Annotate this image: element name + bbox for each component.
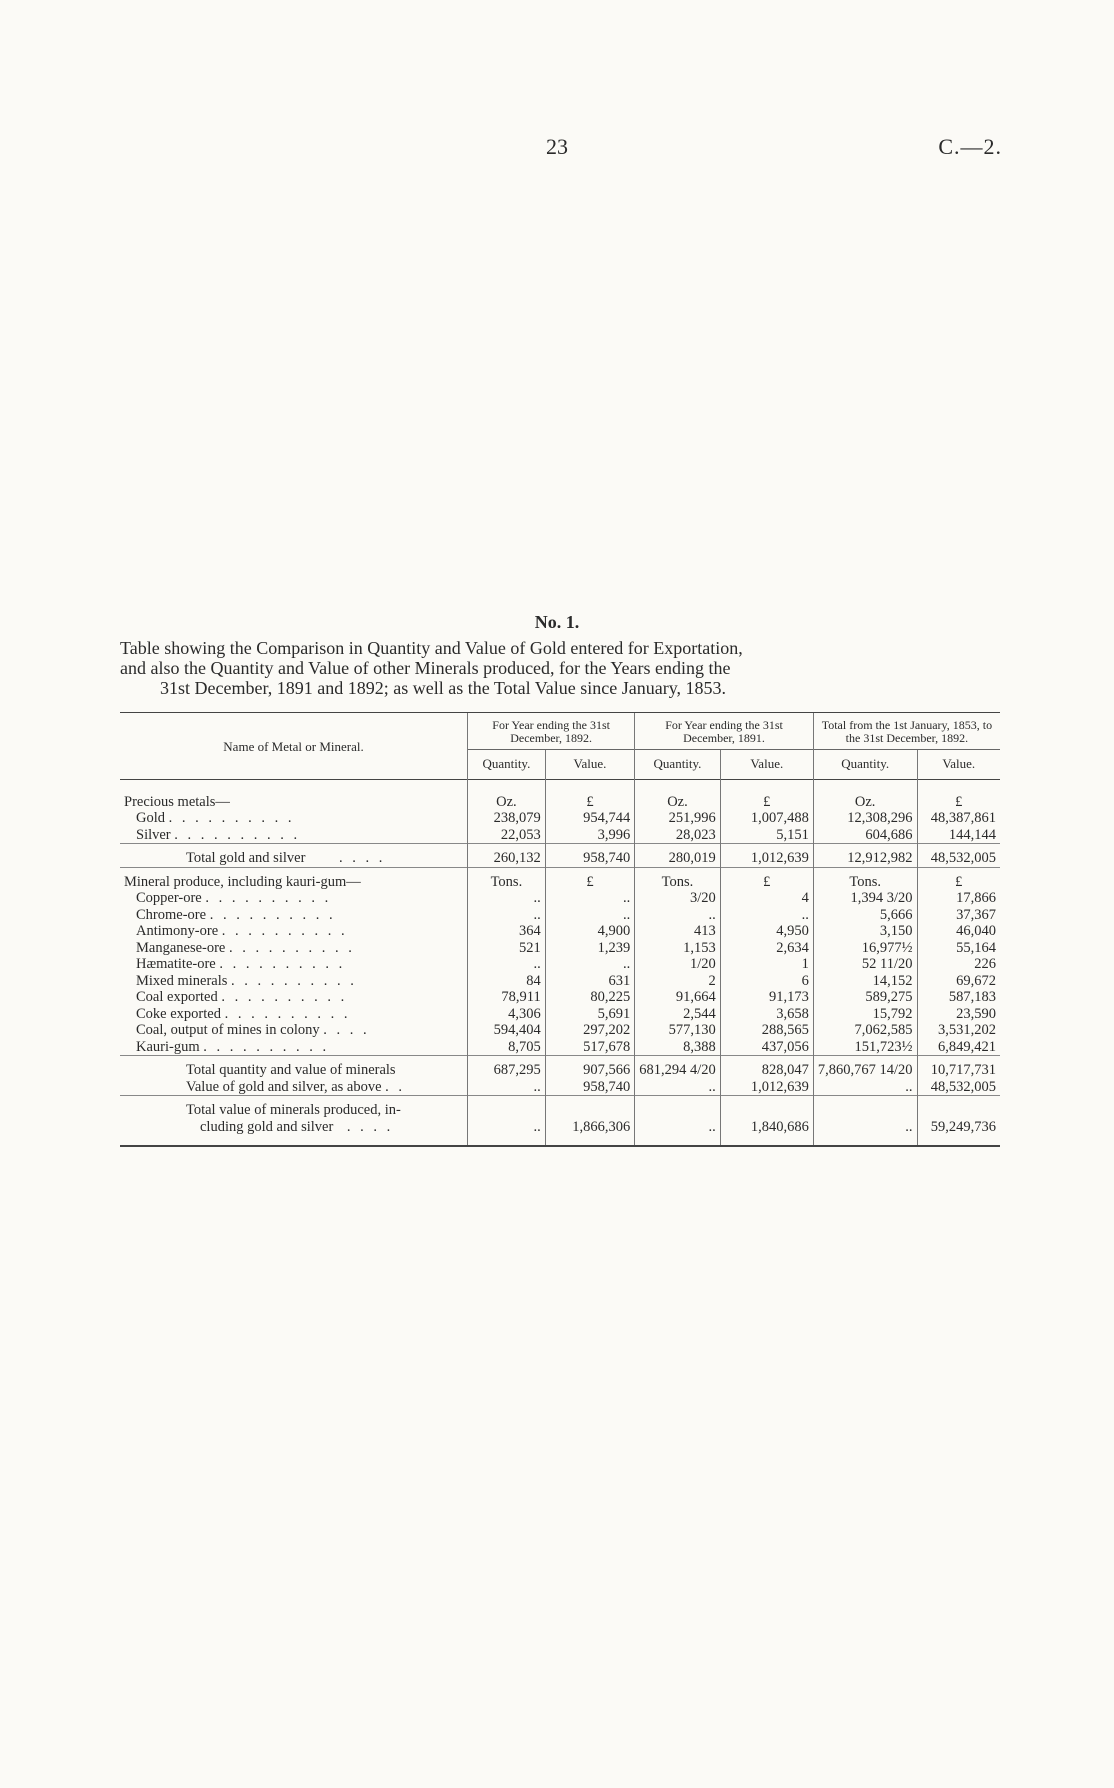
value-cell: 954,744: [545, 810, 634, 827]
table-row: [120, 810, 1000, 827]
value-cell: 1,866,306: [545, 1102, 634, 1135]
value-cell: 59,249,736: [917, 1102, 1000, 1135]
unit-cell: £: [917, 874, 1000, 891]
subheader-quantity-1891: Quantity.: [635, 750, 721, 780]
row-name: Value of gold and silver, as above: [186, 1078, 382, 1095]
unit-cell: Tons.: [635, 874, 721, 891]
grand-total-label: [120, 1102, 468, 1135]
value-cell: 48,387,861: [917, 810, 1000, 827]
unit-cell: £: [545, 874, 634, 891]
table-row: [120, 890, 1000, 907]
row-name: Kauri-gum: [136, 1038, 200, 1055]
value-cell: 15,792: [813, 1006, 917, 1023]
value-cell: 364: [468, 923, 546, 940]
value-cell: ..: [468, 956, 546, 973]
row-leaders: . . . . . . . . . .: [221, 923, 348, 939]
row-label: [120, 810, 468, 827]
table-row: [120, 850, 1000, 867]
unit-cell: Oz.: [468, 794, 546, 811]
value-cell: 144,144: [917, 827, 1000, 844]
row-leaders: . .: [385, 1078, 406, 1095]
table-heading: No. 1.: [534, 612, 580, 632]
row-label: [120, 940, 468, 957]
value-cell: 226: [917, 956, 1000, 973]
value-cell: 151,723½: [813, 1039, 917, 1056]
row-name: Chrome-ore: [136, 906, 207, 923]
value-cell: 84: [468, 973, 546, 990]
subheader-quantity-1892: Quantity.: [468, 750, 546, 780]
value-cell: ..: [635, 1102, 721, 1135]
table-row: [120, 1022, 1000, 1039]
row-name: Coal, output of mines in colony: [136, 1022, 320, 1038]
row-name: Silver: [136, 826, 171, 843]
caption-line-1: Table showing the Comparison in Quantity and Value of Gold entered for Exportation,: [120, 638, 743, 658]
table-row: [120, 1079, 1000, 1096]
value-cell: 7,062,585: [813, 1022, 917, 1039]
value-cell: ..: [635, 907, 721, 924]
row-label: [120, 956, 468, 973]
value-cell: ..: [813, 1079, 917, 1096]
value-cell: 1,840,686: [720, 1102, 813, 1135]
row-leaders: . . . . . . . . . .: [229, 939, 355, 956]
value-cell: 413: [635, 923, 721, 940]
value-cell: 280,019: [635, 850, 721, 867]
table-row: [120, 1062, 1000, 1079]
value-cell: 288,565: [720, 1022, 813, 1039]
value-cell: 22,053: [468, 827, 546, 844]
value-cell: 1,394 3/20: [813, 890, 917, 907]
value-cell: 1,153: [635, 940, 721, 957]
value-cell: 48,532,005: [917, 1079, 1000, 1096]
row-label: [120, 907, 468, 924]
value-cell: 2,634: [720, 940, 813, 957]
value-cell: 8,388: [635, 1039, 721, 1056]
value-cell: 5,691: [545, 1006, 634, 1023]
table-row: [120, 956, 1000, 973]
row-leaders: . . . . . . . . . .: [203, 1038, 330, 1055]
unit-cell: £: [545, 794, 634, 811]
value-cell: 6,849,421: [917, 1039, 1000, 1056]
value-cell: ..: [468, 890, 546, 907]
table-row: [120, 907, 1000, 924]
value-cell: ..: [720, 907, 813, 924]
subheader-value-1891: Value.: [720, 750, 813, 780]
row-name: Gold: [136, 810, 165, 826]
row-name: Total gold and silver: [186, 850, 306, 866]
row-leaders: . . . . . . . . . .: [221, 989, 348, 1005]
value-cell: 23,590: [917, 1006, 1000, 1023]
row-leaders: . . . . . . . . . .: [168, 810, 295, 826]
value-cell: 1/20: [635, 956, 721, 973]
table-row: [120, 794, 1000, 811]
value-cell: 28,023: [635, 827, 721, 844]
value-cell: 828,047: [720, 1062, 813, 1079]
row-label: [120, 1062, 468, 1079]
value-cell: 589,275: [813, 989, 917, 1006]
row-leaders: . . . . . . . . . .: [205, 890, 332, 906]
value-cell: 1: [720, 956, 813, 973]
page-reference: C.—2.: [938, 134, 1002, 159]
row-label: [120, 850, 468, 867]
value-cell: 91,173: [720, 989, 813, 1006]
value-cell: 3/20: [635, 890, 721, 907]
row-label: [120, 973, 468, 990]
row-leaders: . . . . . . . . . .: [174, 826, 301, 843]
value-cell: 3,531,202: [917, 1022, 1000, 1039]
value-cell: 17,866: [917, 890, 1000, 907]
value-cell: 958,740: [545, 1079, 634, 1096]
row-label: [120, 1039, 468, 1056]
table-row: [120, 989, 1000, 1006]
row-name: Coke exported: [136, 1005, 221, 1022]
subheader-value-1892: Value.: [545, 750, 634, 780]
subheader-quantity-total: Quantity.: [813, 750, 917, 780]
value-cell: 681,294 4/20: [635, 1062, 721, 1079]
value-cell: 631: [545, 973, 634, 990]
value-cell: 437,056: [720, 1039, 813, 1056]
value-cell: ..: [635, 1079, 721, 1096]
unit-cell: Tons.: [468, 874, 546, 891]
value-cell: 577,130: [635, 1022, 721, 1039]
name-column-header: Name of Metal or Mineral.: [120, 713, 468, 780]
value-cell: 687,295: [468, 1062, 546, 1079]
value-cell: 78,911: [468, 989, 546, 1006]
row-label: [120, 989, 468, 1006]
value-cell: 55,164: [917, 940, 1000, 957]
section-title-minerals: Mineral produce, including kauri-gum—: [124, 873, 361, 890]
row-name: Hæmatite-ore: [136, 956, 216, 972]
row-label: [120, 827, 468, 844]
page-number: 23: [546, 134, 568, 159]
value-cell: 3,658: [720, 1006, 813, 1023]
value-cell: 4,950: [720, 923, 813, 940]
value-cell: 521: [468, 940, 546, 957]
minerals-table: [120, 712, 1000, 1147]
value-cell: ..: [545, 907, 634, 924]
group-header-total: Total from the 1st January, 1853, to the 31st December, 1892.: [813, 713, 1000, 750]
value-cell: 46,040: [917, 923, 1000, 940]
table-row: [120, 1102, 1000, 1135]
value-cell: ..: [468, 1079, 546, 1096]
value-cell: ..: [545, 890, 634, 907]
value-cell: ..: [545, 956, 634, 973]
value-cell: 238,079: [468, 810, 546, 827]
section-title-precious: Precious metals—: [124, 793, 230, 810]
row-leaders: . . . .: [339, 850, 386, 866]
value-cell: ..: [813, 1102, 917, 1135]
row-leaders: . . . . . . . . . .: [219, 956, 346, 972]
caption-line-3: 31st December, 1891 and 1892; as well as the Total Value since January, 1853.: [160, 678, 727, 698]
value-cell: 37,367: [917, 907, 1000, 924]
value-cell: 1,012,639: [720, 1079, 813, 1096]
value-cell: 5,151: [720, 827, 813, 844]
value-cell: 3,150: [813, 923, 917, 940]
value-cell: 517,678: [545, 1039, 634, 1056]
value-cell: 91,664: [635, 989, 721, 1006]
unit-cell: Oz.: [813, 794, 917, 811]
value-cell: 1,012,639: [720, 850, 813, 867]
value-cell: 594,404: [468, 1022, 546, 1039]
value-cell: 1,007,488: [720, 810, 813, 827]
value-cell: 48,532,005: [917, 850, 1000, 867]
row-label: [120, 1022, 468, 1039]
value-cell: 10,717,731: [917, 1062, 1000, 1079]
group-header-1892: For Year ending the 31st December, 1892.: [468, 713, 635, 750]
value-cell: 12,912,982: [813, 850, 917, 867]
value-cell: 12,308,296: [813, 810, 917, 827]
value-cell: 8,705: [468, 1039, 546, 1056]
table-row: [120, 923, 1000, 940]
table-caption: [120, 638, 1000, 698]
value-cell: 958,740: [545, 850, 634, 867]
row-label: [120, 1079, 468, 1096]
value-cell: 2: [635, 973, 721, 990]
value-cell: 297,202: [545, 1022, 634, 1039]
value-cell: 907,566: [545, 1062, 634, 1079]
table-row: [120, 827, 1000, 844]
value-cell: 80,225: [545, 989, 634, 1006]
row-name: Mixed minerals: [136, 972, 228, 989]
table-row: [120, 874, 1000, 891]
value-cell: 260,132: [468, 850, 546, 867]
grand-total-line-1: Total value of minerals produced, in-: [186, 1102, 401, 1118]
row-label: [120, 923, 468, 940]
value-cell: 1,239: [545, 940, 634, 957]
row-name: Antimony-ore: [136, 923, 219, 939]
value-cell: 587,183: [917, 989, 1000, 1006]
row-name: Copper-ore: [136, 890, 202, 906]
value-cell: 5,666: [813, 907, 917, 924]
value-cell: 14,152: [813, 973, 917, 990]
value-cell: 69,672: [917, 973, 1000, 990]
value-cell: ..: [468, 1102, 546, 1135]
unit-cell: £: [917, 794, 1000, 811]
value-cell: 52 11/20: [813, 956, 917, 973]
unit-cell: Tons.: [813, 874, 917, 891]
value-cell: 6: [720, 973, 813, 990]
unit-cell: Oz.: [635, 794, 721, 811]
value-cell: 604,686: [813, 827, 917, 844]
caption-line-2: and also the Quantity and Value of other Minerals produced, for the Years ending the: [120, 658, 731, 678]
table-row: [120, 973, 1000, 990]
row-name: Total quantity and value of minerals: [186, 1062, 396, 1078]
subheader-value-total: Value.: [917, 750, 1000, 780]
grand-total-line-2: cluding gold and silver: [200, 1118, 334, 1135]
row-name: Manganese-ore: [136, 939, 226, 956]
value-cell: 4,900: [545, 923, 634, 940]
unit-cell: £: [720, 874, 813, 891]
value-cell: 2,544: [635, 1006, 721, 1023]
value-cell: 251,996: [635, 810, 721, 827]
unit-cell: £: [720, 794, 813, 811]
row-leaders: . . . . . . . . . .: [209, 906, 336, 923]
row-leaders: . . . .: [346, 1118, 394, 1135]
row-leaders: . . . .: [323, 1022, 370, 1038]
row-label: [120, 890, 468, 907]
row-label: [120, 1006, 468, 1023]
table-row: [120, 1006, 1000, 1023]
value-cell: 7,860,767 14/20: [813, 1062, 917, 1079]
group-header-1891: For Year ending the 31st December, 1891.: [635, 713, 814, 750]
row-leaders: . . . . . . . . . .: [224, 1005, 351, 1022]
table-row: [120, 1039, 1000, 1056]
value-cell: ..: [468, 907, 546, 924]
row-name: Coal exported: [136, 989, 218, 1005]
value-cell: 16,977½: [813, 940, 917, 957]
table-row: [120, 940, 1000, 957]
value-cell: 4,306: [468, 1006, 546, 1023]
value-cell: 4: [720, 890, 813, 907]
row-leaders: . . . . . . . . . .: [231, 972, 357, 989]
value-cell: 3,996: [545, 827, 634, 844]
